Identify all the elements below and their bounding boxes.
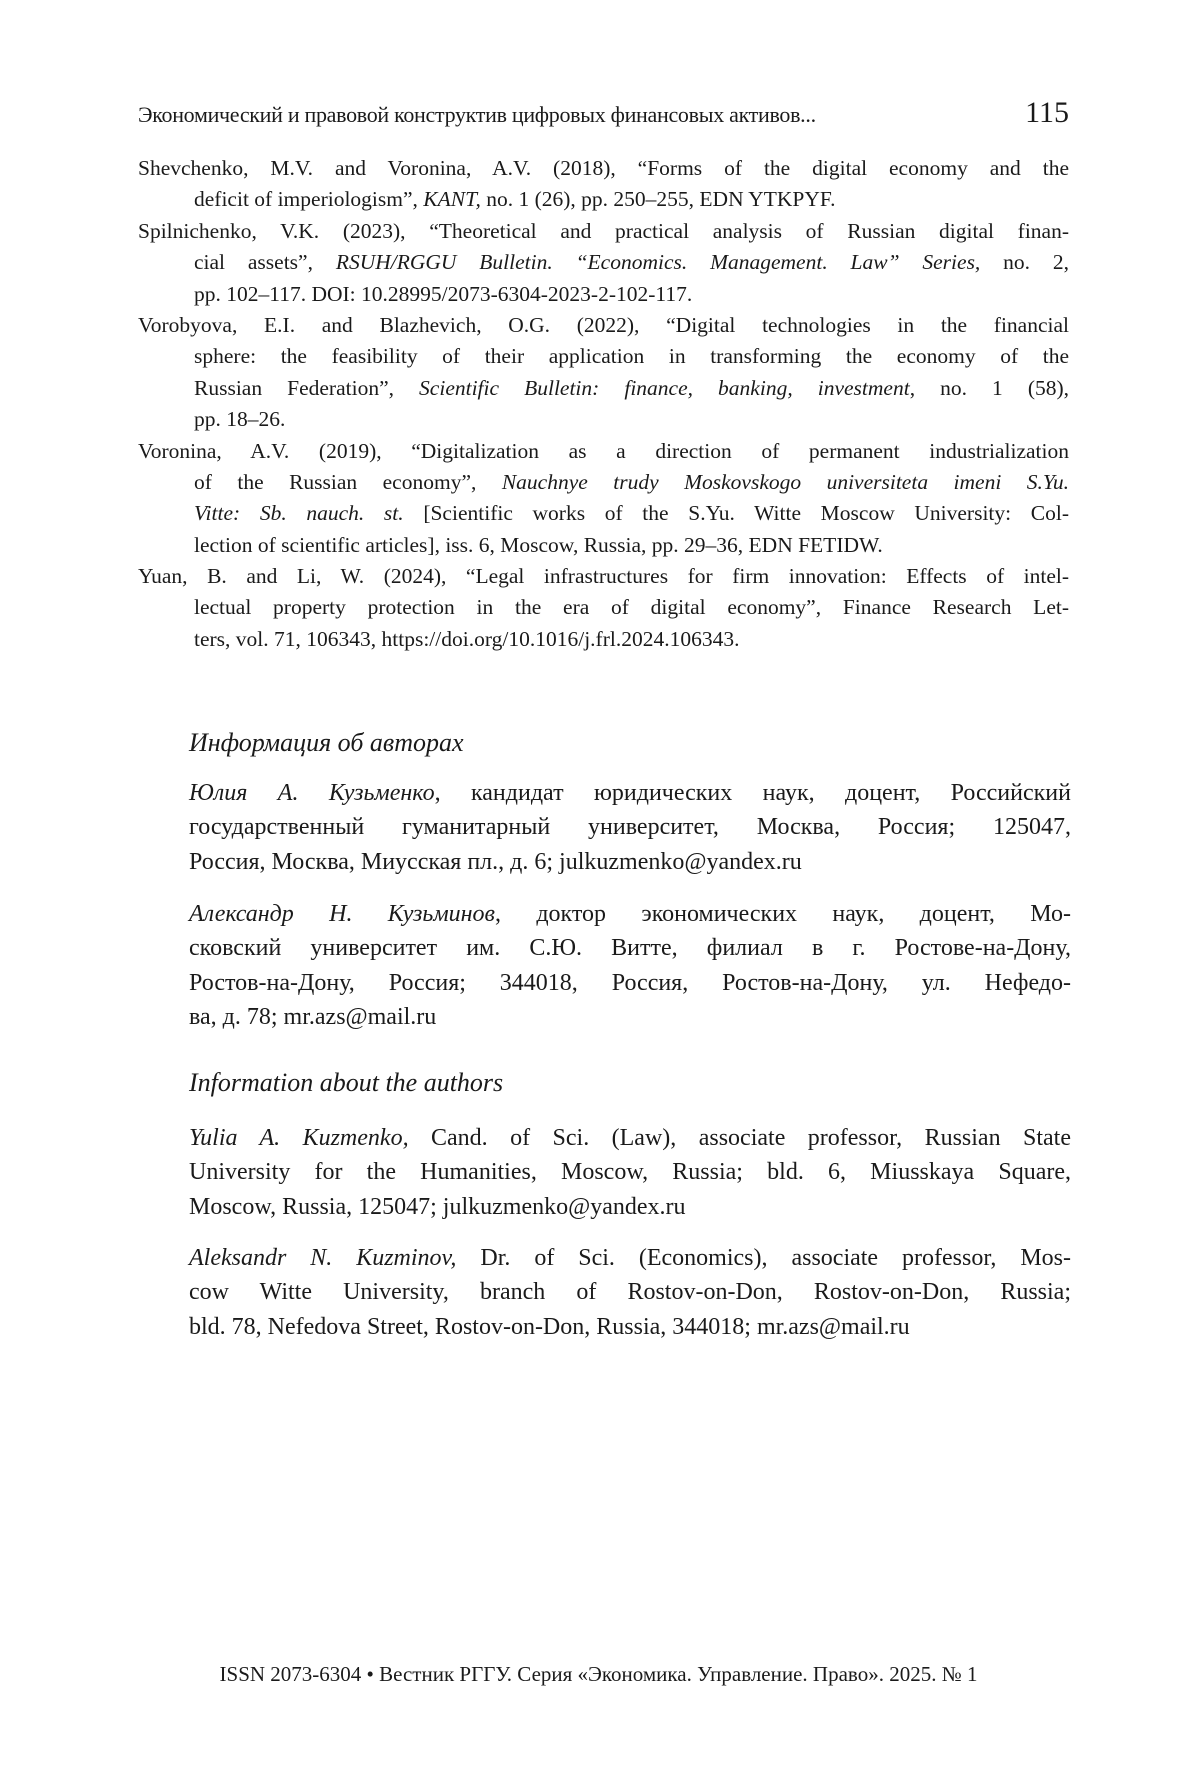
text-line: [138, 184, 1069, 215]
author-entry-ru-2: [189, 897, 1071, 1034]
text: no. 1 (26), pp. 250–255, EDN YTKPYF.: [481, 187, 836, 211]
text: , no. 1 (58),: [910, 376, 1069, 400]
reference-list: [138, 153, 1069, 655]
text: Yuan, B. and Li, W. (2024), “Legal infrastructures for firm innovation: Effects of intel-: [138, 564, 1069, 588]
italic-text: RSUH/RGGU Bulletin. “Economics. Management. Law” Series,: [336, 250, 981, 274]
text: University for the Humanities, Moscow, Russia; bld. 6, Miusskaya Square,: [189, 1159, 1071, 1185]
text: Shevchenko, M.V. and Voronina, A.V. (2018), “Forms of the digital economy and the: [138, 156, 1069, 180]
text: bld. 78, Nefedova Street, Rostov-on-Don, Russia, 344018; mr.azs@mail.ru: [189, 1314, 910, 1340]
text-line: [189, 776, 1071, 810]
text-line: [138, 279, 1069, 310]
text: lectual property protection in the era of digital economy”, Finance Research Let-: [194, 595, 1069, 619]
text: Vorobyova, E.I. and Blazhevich, O.G. (2022), “Digital technologies in the financial: [138, 313, 1069, 337]
text-line: [138, 592, 1069, 623]
text: pp. 18–26.: [194, 407, 285, 431]
text: of the Russian economy”,: [194, 470, 502, 494]
author-entry-en-1: [189, 1121, 1071, 1224]
text-line: [189, 1275, 1071, 1309]
text: cial assets”,: [194, 250, 336, 274]
text-line: [189, 1190, 1071, 1224]
text: deficit of imperiologism”,: [194, 187, 423, 211]
text: , доктор экономических наук, доцент, Мо-: [495, 901, 1071, 927]
italic-text: KANT,: [423, 187, 481, 211]
text-line: [189, 1000, 1071, 1034]
text-line: [189, 1121, 1071, 1155]
authors-en-heading: Information about the authors: [189, 1066, 503, 1100]
reference-entry: [138, 436, 1069, 562]
text-line: [189, 1310, 1071, 1344]
text: , кандидат юридических наук, доцент, Российский: [435, 780, 1071, 806]
text-line: [138, 561, 1069, 592]
text: lection of scientific articles], iss. 6, Moscow, Russia, pp. 29–36, EDN FETIDW.: [194, 533, 883, 557]
text: Dr. of Sci. (Economics), associate professor, Mos-: [456, 1245, 1071, 1271]
text-line: [138, 247, 1069, 278]
author-entry-en-2: [189, 1241, 1071, 1344]
text: сковский университет им. С.Ю. Витте, филиал в г. Ростове-на-Дону,: [189, 935, 1071, 961]
text: Cand. of Sci. (Law), associate professor, Russian State: [409, 1125, 1071, 1151]
text: cow Witte University, branch of Rostov-on-Don, Rostov-on-Don, Russia;: [189, 1279, 1071, 1305]
text-line: [189, 845, 1071, 879]
text: sphere: the feasibility of their application in transforming the economy of the: [194, 344, 1069, 368]
text-line: [138, 216, 1069, 247]
journal-footer: ISSN 2073-6304 • Вестник РГГУ. Серия «Экономика. Управление. Право». 2025. № 1: [138, 1660, 1069, 1688]
text: Spilnichenko, V.K. (2023), “Theoretical and practical analysis of Russian digital finan-: [138, 219, 1069, 243]
text-line: [138, 373, 1069, 404]
italic-text: Nauchnye trudy Moskovskogo universiteta imeni S.Yu.: [502, 470, 1069, 494]
reference-entry: [138, 216, 1069, 310]
reference-entry: [138, 153, 1069, 216]
text: [Scientific works of the S.Yu. Witte Moscow University: Col-: [404, 501, 1069, 525]
running-header: [138, 96, 1069, 132]
italic-text: Юлия А. Кузьменко: [189, 780, 435, 806]
text: ters, vol. 71, 106343, https://doi.org/10.1016/j.frl.2024.106343.: [194, 627, 739, 651]
text-line: [138, 530, 1069, 561]
text-line: [138, 404, 1069, 435]
text-line: [138, 467, 1069, 498]
italic-text: Vitte: Sb. nauch. st.: [194, 501, 404, 525]
text-line: [189, 1155, 1071, 1189]
text-line: [189, 966, 1071, 1000]
reference-entry: [138, 310, 1069, 436]
authors-ru-heading: Информация об авторах: [189, 726, 464, 760]
text: государственный гуманитарный университет, Москва, Россия; 125047,: [189, 814, 1071, 840]
page-number: 115: [1025, 96, 1069, 130]
author-entry-ru-1: [189, 776, 1071, 879]
text: pp. 102–117. DOI: 10.28995/2073-6304-2023-2-102-117.: [194, 282, 692, 306]
text: Ростов-на-Дону, Россия; 344018, Россия, Ростов-на-Дону, ул. Нефедо-: [189, 970, 1071, 996]
text-line: [189, 897, 1071, 931]
italic-text: Scientific Bulletin: finance, banking, investment: [419, 376, 910, 400]
text-line: [138, 436, 1069, 467]
text-line: [138, 341, 1069, 372]
text: Россия, Москва, Миусская пл., д. 6; julkuzmenko@yandex.ru: [189, 849, 802, 875]
italic-text: Yulia A. Kuzmenko,: [189, 1125, 409, 1151]
reference-entry: [138, 561, 1069, 655]
running-title: Экономический и правовой конструктив цифровых финансовых активов...: [138, 102, 816, 128]
text-line: [138, 498, 1069, 529]
text-line: [189, 931, 1071, 965]
text-line: [138, 624, 1069, 655]
text-line: [138, 153, 1069, 184]
text: Voronina, A.V. (2019), “Digitalization as a direction of permanent industrialization: [138, 439, 1069, 463]
text: Russian Federation”,: [194, 376, 419, 400]
italic-text: Александр Н. Кузьминов: [189, 901, 495, 927]
text-line: [138, 310, 1069, 341]
text: Moscow, Russia, 125047; julkuzmenko@yandex.ru: [189, 1194, 686, 1220]
text-line: [189, 810, 1071, 844]
italic-text: Aleksandr N. Kuzminov,: [189, 1245, 456, 1271]
text: no. 2,: [980, 250, 1069, 274]
text-line: [189, 1241, 1071, 1275]
text: ва, д. 78; mr.azs@mail.ru: [189, 1004, 436, 1030]
